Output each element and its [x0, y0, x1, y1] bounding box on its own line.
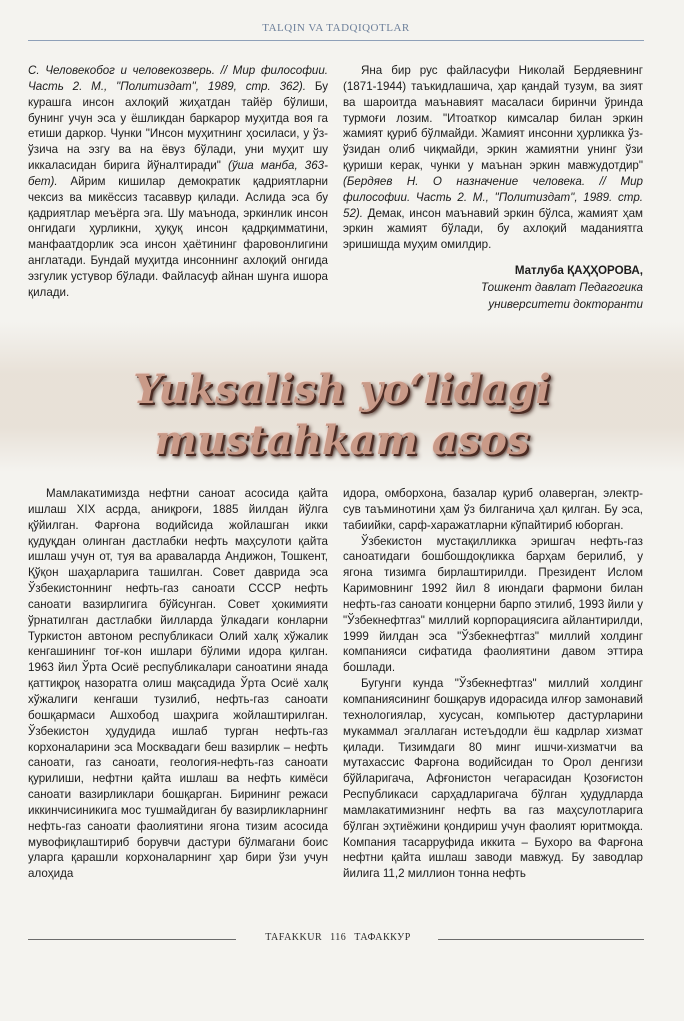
article-paragraph: Мамлакатимизда нефтни саноат асосида қайта ишлаш XIX асрда, аниқроғи, 1885 йилдан йўлга қўйилган. Фарғона водийсида жойлашган икки қудуқдан олинган дастлабки нефть маҳсулоти қайта ишлаш учун от, туя ва араваларда Андижон, Тошкент, Қўқон шаҳарларига ташилган. Совет даврида эса Ўзбекистоннинг нефть-газ саноати СССР нефть саноати вазирлигига бўйсунган. Совет ҳокимияти ўрнатилган дастлабки йилларда ўлкадаги конларни Туркистон автоном республикаси Олий халқ хўжалик кенгашининг тоғ-кон ишлари бўлими идора қилган. 1963 йил Ўрта Осиё республикалари саноатини янада қаттиқроқ назоратга олиш мақсадида Ўрта Осиё халқ хўжалиги кенгаши тузилиб, нефть-газ саноати бошқармаси Ашхобод шаҳрига жойлаштирилган. Ўзбекистон ҳудудида ишлаб турган нефть-газ корхоналарини эса Москвадаги беш вазирлик – нефть саноати, газ саноати, геология-нефть-газ саноати қурилиши, нефтни қайта ишлаш ва нефть кимёси саноати вазирликлари бошқарган. Бирининг режаси иккинчисиникига мос тушмайдиган бу вазирликларнинг нефть-газ саноати фаолиятини ягона тизим асосида мувофиқлаштириб борувчи дастури бўлмагани боис уларга қарашли корхоналарнинг ҳар бири ўзи учун алоҳида [28, 487, 328, 881]
footer-rule-left [28, 939, 236, 940]
top-left-paragraph [28, 63, 328, 301]
top-right-paragraph [343, 63, 643, 253]
top-right-column [343, 63, 643, 313]
article-title-line2: mustahkam asos [154, 417, 530, 464]
footer-rule-right [438, 939, 644, 940]
bottom-right-column [343, 486, 643, 882]
article-paragraph: идора, омборхона, базалар қуриб олаверган, электр-сув таъминотини ҳам ўз билганича ҳал қилган. Бу эса, табиийки, сарф-харажатларни кўпайтириб юборган. [343, 487, 643, 532]
article-paragraph: Бугунги кунда "Ўзбекнефтгаз" миллий холдинг компаниясининг бошқарув идорасида илғор замонавий технологиялар, хусусан, компьютер дастурларини мукаммал эгаллаган истеъдодли ёш кадрлар хизмат қилади. Тизимдаги 80 минг ишчи-хизматчи ва мутахассис Фарғона водийсидан то Орол денгизи бўйларигача, Афғонистон чегарасидан Қозоғистон Республикаси сарҳадларигача бўлган ҳудудларда мамлакатимизнинг нефть ва газ маҳсулотларига бўлган эҳтиёжини қондириш учун фаолият юритмоқда. Компания тасарруфида иккита – Бухоро ва Фарғона нефтни қайта ишлаш заводи мавжуд. Бу заводлар йилига 11,2 миллион тонна нефть [343, 677, 643, 881]
citation: (ўша манба, 363-бет). [28, 159, 328, 188]
page-footer [240, 932, 436, 943]
body-text: Яна бир рус файласуфи Николай Бердяевнинг (1871-1944) таъкидлашича, ҳар қандай тузум, ва зият ва шароитда маънавият масаласи биринчи ўринда турмоғи лозим. "Итоаткор кимсалар билан эркин жамият қуриб бўлмайди. Жамият инсонни ҳурликка ўз-ўзидан олиб чиқмайди, эркин жамиятни унинг ўзи қуриши керак, чунки у маънан эркин мавжудотдир" [343, 64, 643, 173]
body-text: Демак, инсон маънавий эркин бўлса, жамият ҳам эркин жамият бўлади, бу ахлоқий маданиятга эришишда муҳим омилдир. [343, 206, 643, 252]
page-number: 116 [330, 932, 347, 943]
header-rule [28, 40, 644, 41]
article-title-banner [0, 322, 684, 472]
body-text: Бу курашга инсон ахлоқий жиҳатдан тайёр бўлиши, бунинг учун эса у ёшликдан баркарор муҳитда воя га етиши даркор. Чунки "Инсон муҳитнинг ҳосиласи, у ўз-ўзича на эзгу ва на ёвуз бўлади, уни муҳит шу иккаласидан бирига йўналтиради" [28, 79, 328, 173]
citation: С. Человекобог и человекозверь. // Мир философии. Часть 2. М., "Политиздат", 1989, стр. 362). [28, 64, 328, 93]
article-title-line1: Yuksalish yo‘lidagi [133, 366, 551, 413]
author-affiliation-line1: Тошкент давлат Педагогика [480, 280, 643, 294]
author-affiliation-line2: университети докторанти [488, 297, 643, 311]
author-name: Матлуба ҚАҲҲОРОВА, [514, 264, 643, 278]
top-left-column [28, 63, 328, 301]
footer-journal-cyrillic: ТАФАККУР [354, 932, 411, 943]
article-paragraph: Ўзбекистон мустақилликка эришгач нефть-газ саноатидаги бошбошдоқликка барҳам берилиб, у ягона тизимга бирлаштирилди. Президент Ислом Каримовнинг 1992 йил 8 июндаги фармони билан нефть-газ саноати концерни барпо этилиб, 1993 йили у "Ўзбекнефтгаз" миллий корпорациясига айлантирилди, 1999 йилдан эса "Ўзбекнефтгаз" миллий холдинг компанияси сифатида фаолиятини давом эттира бошлади. [343, 534, 643, 675]
bottom-left-column [28, 486, 328, 882]
body-text: Айрим кишилар демократик қадриятларни чексиз ва микёссиз тасаввур қилади. Аслида эса бу қадриятлар меъёрга эга. Шу маънода, эркинлик инсон онгидаги ҳурликни, ҳуқуқ инсон қадрқимматини, манфаатдорлик эса инсон ҳаётининг фаровонлигини англатади. Бундай муҳитда инсоннинг ахлоқий онгида эзгулик устувор бўлади. Файласуф айнан шунга ишора қилади. [28, 174, 328, 299]
citation: (Бердяев Н. О назначение человека. // Мир философии. Часть 2. М., "Политиздат", 1989. стр. 52). [343, 174, 643, 220]
running-header: TALQIN VA TADQIQOTLAR [262, 22, 410, 34]
footer-journal-latin: TAFAKKUR [265, 932, 323, 943]
